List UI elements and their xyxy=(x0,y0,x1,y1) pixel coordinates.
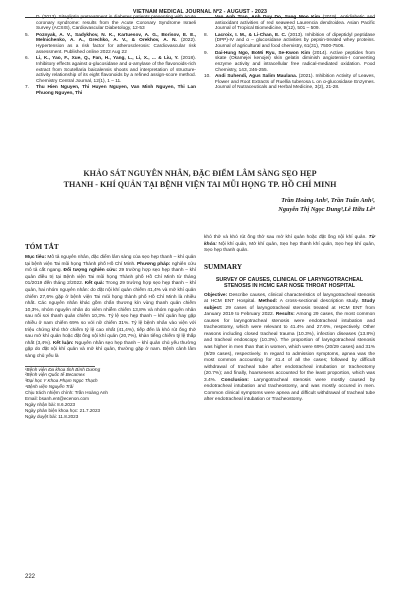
reference-item xyxy=(25,85,196,96)
article-title xyxy=(25,169,375,190)
reference-text: Andi Suhendi, Agus Salim Maulana. (2021). Inhibition Activity of Leaves, Flower and Root Extracts of Ruellia tuberosa L on α-glucosidase Enzymes. Journal of Nutraceuticals and Herbal Medicine, 3(2), 21-28. xyxy=(215,74,375,91)
authors-line-1: Trần Hoàng Anh¹, Trần Tuấn Anh², xyxy=(281,197,375,204)
reference-number: 9. xyxy=(204,50,208,56)
author-list xyxy=(225,196,375,215)
en-summary-body: Objective: Describe causes, clinical characteristics of laryngotracheal stenosis at HCM ENT Hospital. Method: A cross-sectional description study. Study subject: 29 cases of laryngotracheal stenosis treated at HCM ENT from January 2019 to February 2022. Results: Among 29 cases, the most common causes for laryngotracheal stenosis were endotracheal intubation and tracheostomy, which were relevant to 41.4% and 27.6%, respectively. Other reasons including closed tracheal trauma (10.3%), infection diseases (13.8%) and tracheal endoscopy (10.3%). The proportion of laryngotracheal stenosis was higher in men than that in women, which were 69% (20/29 cases) and 31% (9/29 cases), respectively. In regard to admission symptoms, apnea was the most common accounting for 41.4 of all the cases; followed by difficult withdrawal of tracheal tube after endotracheal intubation or tracheotomy (20.7%); and finally, hoarseness accounted for the least proportion, which was 3.4%. Conclusion: Laryngotracheal stenosis were mostly caused by endotracheal intubation and tracheostomy, and was mostly occured in men. Common clinical symptoms were apnea and difficult withdrawal of tracheal tube after endotracheal intubation or Tracheostomy. xyxy=(204,292,375,403)
reference-item xyxy=(204,74,375,91)
reference-item xyxy=(25,33,196,55)
reference-number xyxy=(25,15,36,32)
footnote-line: Ngày nhận bài: 8.6.2023 xyxy=(25,401,76,407)
reference-text: Lacroix, I. M., & Li-Chan, E. C. (2013). Inhibition of dipeptidyl peptidase (DPP)-IV and α – glucosidase activities by pepsin-treated whey proteins. Journal of agricultural and food chemistry, 61(31), 7500-7506. xyxy=(215,32,375,50)
reference-item xyxy=(25,15,196,32)
article-title-line-2: THANH - KHÍ QUẢN TẠI BỆNH VIỆN TAI MŨI HỌNG TP. HỒ CHÍ MINH xyxy=(63,179,337,189)
reference-number: 5. xyxy=(25,32,29,38)
reference-item xyxy=(25,56,196,84)
vn-summary-body: Mục tiêu: Mô tả nguyên nhân, đặc điểm lâm sàng của sẹo hẹp thanh – khí quản tại bệnh viện Tai mũi họng Thành phố Hồ Chí Minh. Phương pháp: nghiên cứu mô tả cắt ngang. Đối tượng nghiên cứu: 29 trường hợp sẹo hẹp thanh – khí quản điều trị tại Bệnh viện Tai mũi họng Thành phố Hồ Chí Minh từ tháng 01/2019 đến tháng 2/2022. Kết quả: Trong 29 trường hợp sẹo hẹp thanh – khí quản, hai nhóm nguyên nhân: do đặt nội khí quản chiếm 41,4% và mở khí quản chiếm 27,6% gặp ở bệnh viện Tai mũi họng thành phố Hồ Chí Minh là nhiều nhất. Các nguyên nhân khác gồm chấn thương kín vùng thanh quản chiếm 10,3%, nhóm nguyên nhân do viêm nhiễm chiếm 13,8% và nhóm nguyên nhân sau nối sơi thanh quản chiếm 10,3%. Tỷ lệ sẹo hẹp thanh – khí quản hay gặp nhiều ở nam chiếm 69% so với nữ chiếm 31%. Tỷ lệ bệnh nhân vào viện với triệu chứng khó thở chiếm tỷ lệ cao nhất (41,4%), tiếp đến là khó rút ống thở sau mở khí quản hoặc đặt ống nội khí quản (20,7%), khàn tiếng chiếm tỷ lệ thấp nhất (3,4%). Kết luận: Nguyên nhân sẹo hẹp thanh – khí quản chủ yếu thường gặp do đặt nội khí quản và mở khí quản, thường gặp ở nam. Bệnh cảnh lâm sàng chủ yếu là xyxy=(25,255,196,359)
reference-number: 10. xyxy=(204,74,211,80)
reference-text: Dai-Hung Ngo, BoMi Ryu, Se-Kwon Kim (2014). Active peptides from skate (Okamejei kenojei) skin gelatin diminish angiotensin-I converting enzyme activity and intracellular free radical-mediated oxidation. Food Chemistry, 143, 246-255. xyxy=(215,50,375,73)
footnote-line: ³Đại học Y Khoa Phạm Ngọc Thạch xyxy=(25,378,98,384)
reference-text: Thu Hien Nguyen, Thi Huyen Nguyen, Van Minh Nguyen, Thi Lan Phuong Nguyen, Thi xyxy=(36,85,196,96)
footnote-line: ¹Bệnh viện Đa khoa tỉnh Bình Dương xyxy=(25,366,101,372)
reference-number: 6. xyxy=(25,56,29,62)
right-abstract-column xyxy=(204,235,375,420)
reference-text: Li, K., Yao, F., Xue, Q., Fan, H., Yang, L., Li, X., ... & Liu, Y. (2018). Inhibitory effects against α-glucosidase and α-amylase of the flavonoids-rich extract from Scutellaria baicalensis shoots and interpretation of structure-activity relationship of its eight flavonoids by a refined assign-score method. Chemistry Central Journal, 12(1), 1 – 11. xyxy=(36,56,196,84)
reference-text: Van Anh Tran, Anh Duy Do, Sang Moo Kim (2019). Antidiabetic and antioxidant activities of red seaweed Laurencia dendroidea. Asian Pacific Journal of Tropical Biomedicine, 9(12), 501 – 509. xyxy=(215,15,375,32)
reference-number: 8. xyxy=(204,32,208,38)
footnotes xyxy=(25,366,196,420)
abstract-section xyxy=(25,235,375,420)
reference-item xyxy=(204,15,375,32)
footnote-line: Chịu trách nhiệm chính: Trần Hoàng Anh xyxy=(25,390,108,396)
footnote-line: Ngày phản biện khoa học: 21.7.2023 xyxy=(25,407,101,413)
vn-summary-heading: TÓM TẮT xyxy=(25,243,59,251)
footnote-list xyxy=(25,367,196,420)
article-title-line-1: KHẢO SÁT NGUYÊN NHÂN, ĐẶC ĐIỂM LÂM SÀNG SẸO HẸP xyxy=(83,169,317,178)
footnote-line: ²Bệnh viện Quốc tế Becamex xyxy=(25,372,85,378)
footnote-line: ⁴Bệnh viện Nguyễn Trãi xyxy=(25,384,74,390)
references-section xyxy=(25,15,375,98)
references-left-column xyxy=(25,15,196,98)
vn-summary-continued: khó thở và khó rút ống thở sau mở khí quản hoặc đặt ống nội khí quản. Từ khóa: Nội khí quản, Mở khí quản, Sẹo hẹp thanh khí quản, Sẹo hẹp khí quản, Sẹo hẹp thanh quản. xyxy=(204,235,375,254)
reference-text: D. (2013). Sitagliptin pretreatment in diabetes patients presenting with acute coronary syndrome: results from the Acute Coronary Syndrome Israeli Survey (ACSIS), Cardiovascular Diabetology, 12-53 xyxy=(36,15,196,32)
reference-item xyxy=(204,51,375,73)
footnote-line: Email: bsanh.ent@ecenon.com xyxy=(25,396,89,402)
reference-number xyxy=(204,15,215,32)
en-article-title: SURVEY OF CAUSES, CLINICAL OF LARYNGOTRACHEAL STENOSIS IN HCMC EAR NOSE THROAT HOSPITAL xyxy=(215,276,364,290)
reference-item xyxy=(204,33,375,50)
authors-line-2: Nguyễn Thị Ngọc Dung³,Lê Hữu Lễ⁴ xyxy=(278,206,375,214)
en-summary-heading: SUMMARY xyxy=(204,262,243,271)
reference-text: Poznyak, A. V., Sadykhov, N. K., Kartuesov, A. G., Borisov, E. E., Melnichenko, A. A., Grechko, A. V., & Orekhov, A. N. (2022). Hypertension as a risk factor for atherosclerosis: Cardiovascular risk assessment. Published online 2022 Aug 22 xyxy=(36,32,196,55)
reference-number: 7. xyxy=(25,85,29,91)
page-number: 222 xyxy=(25,574,36,580)
references-right-column xyxy=(204,15,375,98)
left-abstract-column xyxy=(25,235,196,420)
footnote-line: Ngày duyệt bài: 11.8.2023 xyxy=(25,413,79,419)
running-header: VIETNAM MEDICAL JOURNAL Nº2 - AUGUST - 2023 xyxy=(25,9,375,18)
